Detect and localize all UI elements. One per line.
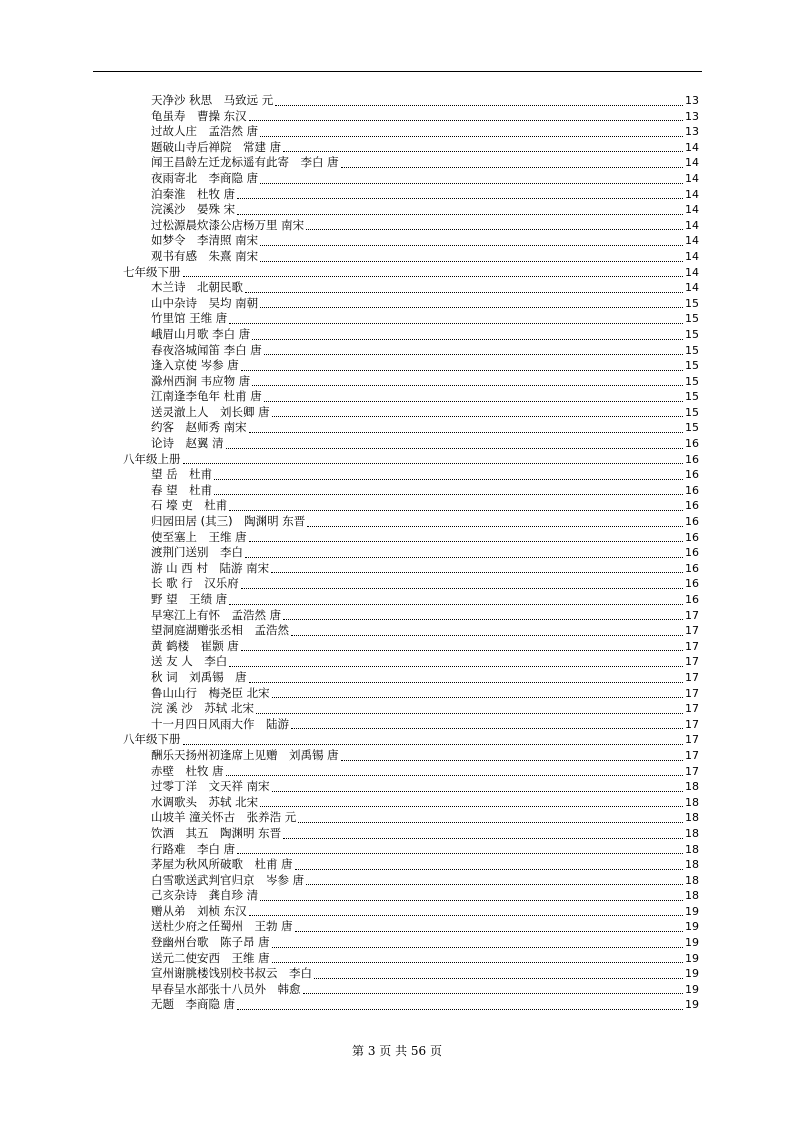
toc-page-number: 17 [685,655,699,669]
toc-dot-leader [264,354,683,355]
toc-entry-title: 行路难 李白 唐 [151,841,236,856]
toc-entry[interactable] [0,686,794,702]
toc-dot-leader [229,666,683,667]
toc-dot-leader [314,978,683,979]
toc-entry[interactable] [0,218,794,234]
toc-entry-title: 送灵澈上人 刘长卿 唐 [151,404,270,419]
toc-page-number: 15 [685,359,699,373]
toc-page-number: 14 [685,187,699,201]
toc-entry[interactable] [0,405,794,421]
toc-entry-title: 夜雨寄北 李商隐 唐 [151,170,259,185]
toc-entry-title: 送元二使安西 王维 唐 [151,950,270,965]
toc-entry-title: 无题 李商隐 唐 [151,997,236,1012]
toc-dot-leader [306,229,683,230]
toc-entry-title: 峨眉山月歌 李白 唐 [151,326,251,341]
toc-entry-title: 望洞庭湖赠张丞相 孟浩然 [151,623,289,638]
toc-page-number: 14 [685,203,699,217]
toc-entry[interactable] [0,966,794,982]
toc-entry[interactable] [0,358,794,374]
toc-entry-title: 茅屋为秋风所破歌 杜甫 唐 [151,857,293,872]
toc-page-number: 17 [685,670,699,684]
header-rule [93,71,702,72]
toc-page-number: 16 [685,452,699,466]
toc-page-number: 19 [685,967,699,981]
toc-dot-leader [291,635,683,636]
toc-entry-title: 望 岳 杜甫 [151,467,213,482]
toc-dot-leader [283,619,683,620]
toc-entry[interactable] [0,576,794,592]
toc-entry[interactable] [0,545,794,561]
toc-entry[interactable] [0,608,794,624]
toc-entry-title: 闻王昌龄左迁龙标遥有此寄 李白 唐 [151,155,339,170]
toc-dot-leader [249,120,683,121]
toc-entry-title: 八年级上册 [123,451,181,466]
toc-page-number: 13 [685,94,699,107]
toc-dot-leader [272,962,683,963]
toc-page-number: 14 [685,140,699,154]
toc-entry[interactable] [0,296,794,312]
toc-page-number: 15 [685,312,699,326]
toc-page-number: 14 [685,249,699,263]
toc-page-number: 18 [685,795,699,809]
toc-entry-title: 约客 赵师秀 南宋 [151,420,247,435]
toc-entry[interactable] [0,389,794,405]
toc-page-number: 17 [685,717,699,731]
toc-page-number: 16 [685,499,699,513]
toc-entry-title: 鲁山山行 梅尧臣 北宋 [151,685,270,700]
toc-page-number: 16 [685,483,699,497]
toc-page-number: 16 [685,437,699,451]
toc-entry[interactable] [0,951,794,967]
toc-entry[interactable] [0,654,794,670]
toc-dot-leader [275,105,683,106]
toc-dot-leader [214,494,683,495]
toc-entry-title: 早春呈水部张十八员外 韩愈 [151,981,301,996]
toc-dot-leader [229,604,683,605]
toc-entry-title: 论诗 赵翼 清 [151,436,224,451]
toc-dot-leader [307,526,683,527]
toc-dot-leader [303,993,684,994]
toc-entry-title: 送杜少府之任蜀州 王勃 唐 [151,919,293,934]
toc-page-number: 14 [685,234,699,248]
toc-entry[interactable] [0,904,794,920]
toc-entry[interactable] [0,514,794,530]
toc-entry[interactable] [0,748,794,764]
toc-page-number: 18 [685,780,699,794]
toc-dot-leader [260,245,683,246]
toc-page-number: 17 [685,639,699,653]
toc-entry[interactable] [0,561,794,577]
toc-page-number: 13 [685,125,699,139]
toc-entry[interactable] [0,919,794,935]
toc-dot-leader [249,915,683,916]
toc-entry[interactable] [0,93,794,109]
toc-dot-leader [298,822,683,823]
toc-dot-leader [272,697,683,698]
toc-section-heading[interactable] [0,265,794,281]
toc-entry[interactable] [0,155,794,171]
toc-dot-leader [264,401,683,402]
toc-entry-title: 七年级下册 [123,264,181,279]
toc-entry[interactable] [0,857,794,873]
toc-page-number: 18 [685,858,699,872]
toc-page-number: 19 [685,951,699,965]
toc-page-number: 15 [685,296,699,310]
toc-page-number: 16 [685,546,699,560]
toc-section-heading[interactable] [0,452,794,468]
toc-dot-leader [272,416,683,417]
toc-dot-leader [183,463,684,464]
toc-entry[interactable] [0,343,794,359]
toc-entry-title: 八年级下册 [123,732,181,747]
toc-entry-title: 春夜洛城闻笛 李白 唐 [151,342,262,357]
toc-dot-leader [245,292,683,293]
toc-entry-title: 山中杂诗 吴均 南朝 [151,295,259,310]
toc-dot-leader [252,339,683,340]
toc-entry[interactable] [0,311,794,327]
toc-entry[interactable] [0,327,794,343]
toc-page-number: 19 [685,904,699,918]
toc-entry[interactable] [0,467,794,483]
toc-entry-title: 渡荆门送别 李白 [151,545,243,560]
toc-entry-title: 江南逢李龟年 杜甫 唐 [151,389,262,404]
toc-page-number: 19 [685,998,699,1012]
toc-dot-leader [260,136,683,137]
toc-entry[interactable] [0,997,794,1013]
toc-dot-leader [249,541,683,542]
toc-entry-title: 秋 词 刘禹锡 唐 [151,669,247,684]
toc-entry[interactable] [0,935,794,951]
toc-page-number: 14 [685,265,699,279]
page-footer: 第 3 页 共 56 页 [352,1044,442,1058]
toc-entry-title: 登幽州台歌 陈子昂 唐 [151,935,270,950]
table-of-contents [0,93,794,1013]
toc-dot-leader [283,838,683,839]
toc-entry-title: 己亥杂诗 龚自珍 清 [151,888,259,903]
toc-dot-leader [237,853,683,854]
toc-entry-title: 早寒江上有怀 孟浩然 唐 [151,607,282,622]
toc-entry-title: 龟虽寿 曹操 东汉 [151,108,247,123]
toc-entry[interactable] [0,280,794,296]
toc-entry[interactable] [0,795,794,811]
toc-entry[interactable] [0,639,794,655]
toc-entry[interactable] [0,436,794,452]
toc-entry[interactable] [0,124,794,140]
toc-entry-title: 逢入京使 岑参 唐 [151,358,239,373]
toc-page-number: 14 [685,281,699,295]
toc-page-number: 16 [685,561,699,575]
toc-dot-leader [229,323,683,324]
toc-page-number: 15 [685,374,699,388]
toc-dot-leader [272,947,683,948]
toc-page-number: 15 [685,327,699,341]
toc-dot-leader [237,1009,683,1010]
toc-dot-leader [237,198,683,199]
toc-entry[interactable] [0,592,794,608]
toc-entry-title: 过松源晨炊漆公店杨万里 南宋 [151,217,305,232]
toc-entry-title: 十一月四日风雨大作 陆游 [151,716,289,731]
toc-page-number: 13 [685,109,699,123]
toc-page-number: 18 [685,811,699,825]
toc-entry[interactable] [0,233,794,249]
toc-page-number: 16 [685,515,699,529]
toc-dot-leader [241,650,683,651]
toc-entry-title: 题破山寺后禅院 常建 唐 [151,139,282,154]
toc-entry-title: 使至塞上 王维 唐 [151,529,247,544]
toc-entry-title: 赠从弟 刘桢 东汉 [151,903,247,918]
toc-dot-leader [229,510,683,511]
toc-entry-title: 浣溪沙 晏殊 宋 [151,202,236,217]
toc-entry[interactable] [0,982,794,998]
toc-dot-leader [183,276,684,277]
toc-entry[interactable] [0,483,794,499]
toc-entry[interactable] [0,623,794,639]
toc-dot-leader [291,728,683,729]
toc-dot-leader [260,261,683,262]
toc-page-number: 15 [685,421,699,435]
toc-dot-leader [245,557,683,558]
toc-dot-leader [241,588,683,589]
toc-page-number: 16 [685,577,699,591]
toc-entry-title: 水调歌头 苏轼 北宋 [151,794,259,809]
toc-page-number: 14 [685,218,699,232]
toc-dot-leader [226,775,683,776]
toc-entry-title: 野 望 王绩 唐 [151,592,228,606]
toc-entry-title: 赤壁 杜牧 唐 [151,763,224,778]
toc-page-number: 14 [685,156,699,170]
toc-dot-leader [283,151,683,152]
toc-entry-title: 长 歌 行 汉乐府 [151,576,239,591]
toc-entry[interactable] [0,888,794,904]
toc-dot-leader [256,713,683,714]
toc-dot-leader [260,900,683,901]
toc-page-number: 17 [685,686,699,700]
toc-dot-leader [183,744,684,745]
toc-entry-title: 泊秦淮 杜牧 唐 [151,186,236,201]
toc-entry[interactable] [0,826,794,842]
toc-dot-leader [241,370,683,371]
toc-entry-title: 如梦令 李清照 南宋 [151,233,259,248]
toc-page-number: 17 [685,733,699,747]
toc-entry-title: 滁州西涧 韦应物 唐 [151,373,251,388]
toc-page-number: 18 [685,826,699,840]
toc-entry[interactable] [0,779,794,795]
toc-page-number: 17 [685,764,699,778]
toc-page-number: 19 [685,936,699,950]
toc-entry-title: 竹里馆 王维 唐 [151,311,228,326]
toc-dot-leader [341,167,683,168]
toc-dot-leader [295,931,683,932]
toc-page-number: 19 [685,982,699,996]
toc-entry[interactable] [0,498,794,514]
toc-entry[interactable] [0,202,794,218]
toc-dot-leader [272,791,683,792]
toc-dot-leader [226,448,683,449]
toc-page-number: 15 [685,390,699,404]
toc-page-number: 17 [685,624,699,638]
toc-page-number: 15 [685,405,699,419]
toc-entry-title: 酬乐天扬州初逢席上见赠 刘禹锡 唐 [151,747,339,762]
toc-page-number: 16 [685,530,699,544]
toc-entry[interactable] [0,670,794,686]
toc-page-number: 19 [685,920,699,934]
toc-entry-title: 饮酒 其五 陶渊明 东晋 [151,825,282,840]
toc-dot-leader [306,884,683,885]
toc-entry-title: 游 山 西 村 陆游 南宋 [151,560,270,575]
toc-page-number: 14 [685,171,699,185]
toc-entry[interactable] [0,873,794,889]
toc-dot-leader [237,214,683,215]
toc-page-number: 18 [685,889,699,903]
toc-entry-title: 送 友 人 李白 [151,654,228,669]
toc-entry-title: 白雪歌送武判官归京 岑参 唐 [151,872,305,887]
toc-dot-leader [341,760,683,761]
toc-entry-title: 石 壕 吏 杜甫 [151,498,228,513]
toc-dot-leader [271,572,683,573]
toc-entry[interactable] [0,374,794,390]
toc-dot-leader [295,869,683,870]
toc-entry[interactable] [0,171,794,187]
toc-entry[interactable] [0,530,794,546]
toc-dot-leader [260,183,683,184]
toc-entry-title: 宣州谢朓楼饯别校书叔云 李白 [151,966,312,981]
toc-entry-title: 过故人庄 孟浩然 唐 [151,124,259,139]
toc-entry-title: 春 望 杜甫 [151,482,213,497]
toc-entry[interactable] [0,842,794,858]
toc-page-number: 18 [685,842,699,856]
toc-entry[interactable] [0,140,794,156]
toc-entry-title: 浣 溪 沙 苏轼 北宋 [151,701,254,716]
toc-dot-leader [249,432,683,433]
toc-entry[interactable] [0,249,794,265]
toc-entry[interactable] [0,717,794,733]
toc-page-number: 17 [685,748,699,762]
toc-page-number: 17 [685,702,699,716]
toc-entry-title: 黄 鹤楼 崔颢 唐 [151,638,239,653]
toc-dot-leader [214,479,683,480]
toc-page-number: 15 [685,343,699,357]
toc-page-number: 18 [685,873,699,887]
toc-page-number: 16 [685,468,699,482]
toc-entry-title: 归园田居 (其三) 陶渊明 东晋 [151,514,306,529]
toc-dot-leader [260,806,683,807]
toc-entry-title: 山坡羊 潼关怀古 张养浩 元 [151,810,297,825]
toc-entry[interactable] [0,109,794,125]
toc-entry[interactable] [0,187,794,203]
toc-dot-leader [252,385,683,386]
toc-entry[interactable] [0,810,794,826]
toc-page-number: 17 [685,608,699,622]
toc-dot-leader [260,307,683,308]
toc-section-heading[interactable] [0,732,794,748]
toc-dot-leader [249,682,683,683]
toc-entry-title: 过零丁洋 文天祥 南宋 [151,779,270,794]
toc-entry[interactable] [0,420,794,436]
toc-entry-title: 观书有感 朱熹 南宋 [151,248,259,263]
toc-entry-title: 木兰诗 北朝民歌 [151,280,243,295]
toc-page-number: 16 [685,593,699,606]
toc-entry[interactable] [0,764,794,780]
toc-entry-title: 天净沙 秋思 马致远 元 [151,93,274,107]
toc-entry[interactable] [0,701,794,717]
